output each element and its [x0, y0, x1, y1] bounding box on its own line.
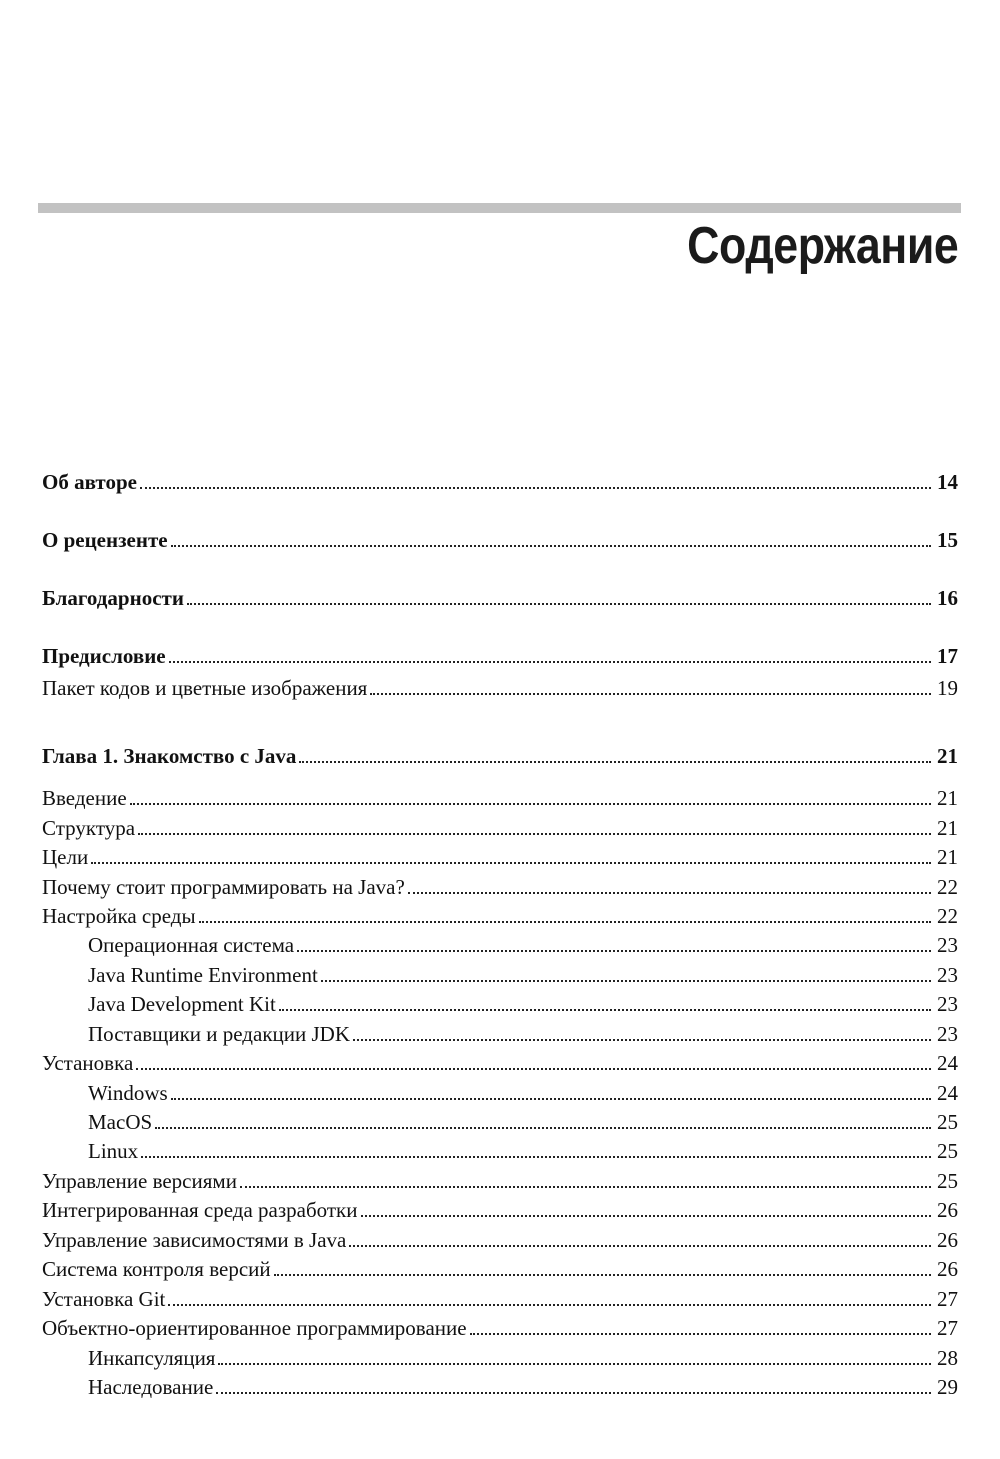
toc-subentry[interactable]: [88, 931, 958, 959]
toc-entry-page: 23: [937, 1022, 958, 1046]
toc-entry[interactable]: [42, 814, 958, 842]
toc-entry-page: 29: [937, 1375, 958, 1399]
toc-entry-page: 28: [937, 1346, 958, 1370]
toc-leader-dots: [140, 487, 931, 489]
toc-entry[interactable]: [42, 1049, 958, 1077]
toc-leader-dots: [169, 661, 931, 663]
toc-entry[interactable]: [42, 468, 958, 496]
page-title: Содержание: [686, 217, 958, 275]
toc-leader-dots: [274, 1274, 931, 1276]
toc-entry-label: Установка Git: [42, 1287, 166, 1311]
toc-entry-label: Linux: [88, 1139, 139, 1163]
toc-entry-page: 25: [937, 1139, 958, 1163]
toc-entry[interactable]: [42, 843, 958, 871]
toc-leader-dots: [155, 1127, 931, 1129]
toc-leader-dots: [216, 1392, 931, 1394]
toc-entry-page: 26: [937, 1198, 958, 1222]
toc-entry-page: 25: [937, 1110, 958, 1134]
toc-leader-dots: [240, 1186, 931, 1188]
toc-subentry[interactable]: [88, 1108, 958, 1136]
toc-entry-page: 15: [937, 528, 958, 552]
toc-entry-page: 27: [937, 1287, 958, 1311]
toc-entry[interactable]: [42, 1167, 958, 1195]
toc-subentry[interactable]: [88, 961, 958, 989]
toc-leader-dots: [136, 1068, 931, 1070]
toc-leader-dots: [171, 545, 931, 547]
toc-leader-dots: [171, 1098, 931, 1100]
toc-subentry[interactable]: [88, 1373, 958, 1401]
toc-entry[interactable]: [42, 742, 958, 770]
toc-leader-dots: [297, 950, 931, 952]
toc-leader-dots: [279, 1009, 931, 1011]
toc-entry[interactable]: [42, 1314, 958, 1342]
toc-entry-label: Наследование: [88, 1375, 214, 1399]
toc-leader-dots: [470, 1333, 931, 1335]
toc-leader-dots: [370, 693, 931, 695]
toc-entry-label: MacOS: [88, 1110, 153, 1134]
toc-leader-dots: [353, 1039, 931, 1041]
toc-entry-page: 23: [937, 992, 958, 1016]
toc-entry[interactable]: [42, 674, 958, 702]
toc-entry-page: 22: [937, 875, 958, 899]
toc-entry-page: 21: [937, 786, 958, 810]
toc-leader-dots: [91, 862, 931, 864]
toc-subentry[interactable]: [88, 1137, 958, 1165]
toc-leader-dots: [299, 761, 931, 763]
toc-entry-label: О рецензенте: [42, 528, 168, 552]
toc-subentry[interactable]: [88, 1020, 958, 1048]
toc-entry-page: 23: [937, 963, 958, 987]
toc-entry[interactable]: [42, 1285, 958, 1313]
toc-leader-dots: [408, 892, 931, 894]
toc-leader-dots: [141, 1156, 931, 1158]
toc-entry-page: 22: [937, 904, 958, 928]
toc-entry-label: Объектно-ориентированное программирование: [42, 1316, 467, 1340]
toc-leader-dots: [199, 921, 931, 923]
toc-entry-label: Почему стоит программировать на Java?: [42, 875, 405, 899]
toc-subentry[interactable]: [88, 990, 958, 1018]
toc-entry-page: 24: [937, 1081, 958, 1105]
toc-entry-page: 21: [937, 845, 958, 869]
toc-entry-label: Настройка среды: [42, 904, 196, 928]
toc-entry-page: 26: [937, 1228, 958, 1252]
toc-entry-label: Windows: [88, 1081, 168, 1105]
toc-entry-label: Java Development Kit: [88, 992, 276, 1016]
toc-entry-label: Управление зависимостями в Java: [42, 1228, 347, 1252]
toc-leader-dots: [321, 980, 931, 982]
toc-leader-dots: [187, 603, 931, 605]
toc-entry-page: 14: [937, 470, 958, 494]
toc-entry[interactable]: [42, 584, 958, 612]
toc-entry-label: Операционная система: [88, 933, 295, 957]
toc-entry-page: 17: [937, 644, 958, 668]
toc-entry[interactable]: [42, 1196, 958, 1224]
toc-entry-label: Установка: [42, 1051, 134, 1075]
toc-entry-label: Введение: [42, 786, 127, 810]
toc-entry-page: 21: [937, 744, 958, 768]
toc-entry-label: Инкапсуляция: [88, 1346, 216, 1370]
toc-entry-label: Предисловие: [42, 644, 166, 668]
toc-entry-label: Поставщики и редакции JDK: [88, 1022, 350, 1046]
toc-entry-label: Благодарности: [42, 586, 184, 610]
toc-entry-page: 25: [937, 1169, 958, 1193]
toc-entry[interactable]: [42, 873, 958, 901]
toc-entry-page: 24: [937, 1051, 958, 1075]
toc-leader-dots: [168, 1304, 931, 1306]
toc-entry-label: Пакет кодов и цветные изображения: [42, 676, 368, 700]
toc-leader-dots: [130, 803, 931, 805]
toc-entry-label: Цели: [42, 845, 89, 869]
toc-entry[interactable]: [42, 642, 958, 670]
toc-leader-dots: [349, 1245, 931, 1247]
toc-entry-label: Управление версиями: [42, 1169, 237, 1193]
toc-entry-page: 21: [937, 816, 958, 840]
toc-subentry[interactable]: [88, 1079, 958, 1107]
toc-leader-dots: [138, 833, 931, 835]
toc-entry[interactable]: [42, 784, 958, 812]
toc-entry-page: 16: [937, 586, 958, 610]
toc-entry-label: Об авторе: [42, 470, 137, 494]
toc-entry-page: 27: [937, 1316, 958, 1340]
toc-entry-label: Глава 1. Знакомство с Java: [42, 744, 297, 768]
toc-entry-label: Java Runtime Environment: [88, 963, 318, 987]
toc-entry[interactable]: [42, 1226, 958, 1254]
toc-entry[interactable]: [42, 1255, 958, 1283]
toc-leader-dots: [218, 1363, 931, 1365]
toc-entry[interactable]: [42, 902, 958, 930]
toc-entry-page: 19: [937, 676, 958, 700]
toc-entry[interactable]: [42, 526, 958, 554]
toc-entry-label: Интегрированная среда разработки: [42, 1198, 358, 1222]
toc-leader-dots: [361, 1215, 931, 1217]
toc-subentry[interactable]: [88, 1344, 958, 1372]
toc-entry-page: 26: [937, 1257, 958, 1281]
toc-entry-page: 23: [937, 933, 958, 957]
toc-entry-label: Структура: [42, 816, 136, 840]
toc-entry-label: Система контроля версий: [42, 1257, 271, 1281]
header-rule: [38, 203, 961, 213]
